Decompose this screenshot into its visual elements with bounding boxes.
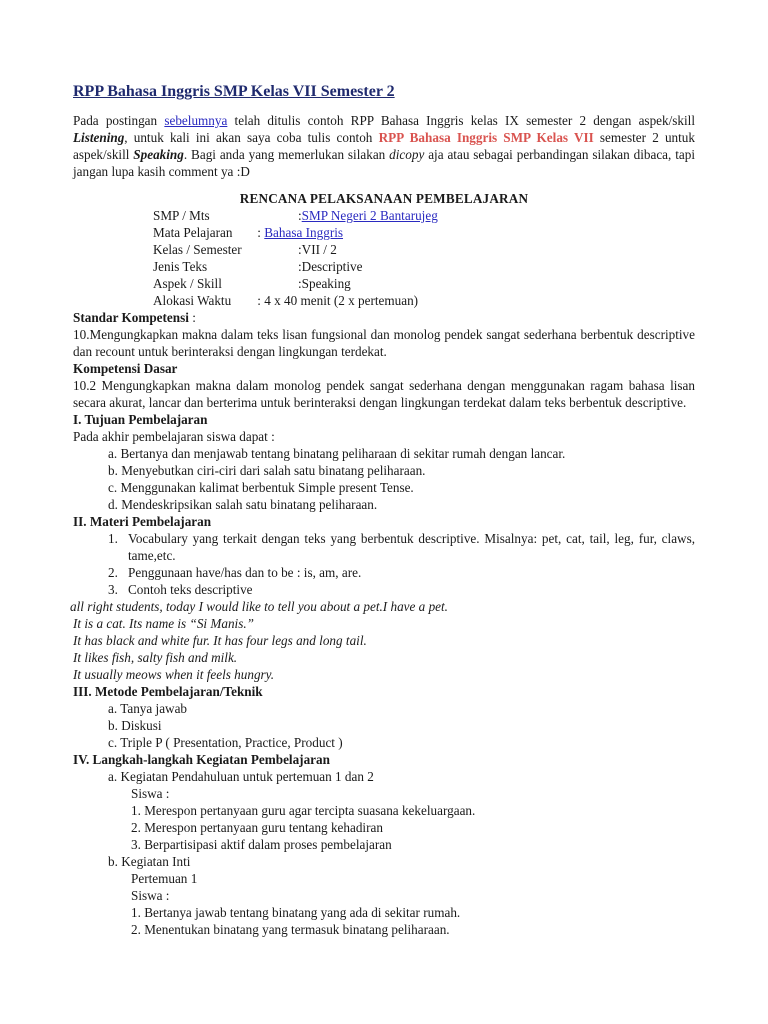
identity-key: Mata Pelajaran [153, 225, 233, 240]
example-line: It usually meows when it feels hungry. [73, 667, 275, 682]
intro-paragraph [73, 112, 695, 180]
siswa-label: Siswa : [131, 786, 170, 801]
list-item: 1. Bertanya jawab tentang binatang yang ada di sekitar rumah. [131, 905, 461, 920]
sebelumnya-link[interactable]: sebelumnya [164, 113, 228, 128]
sub-heading: b. Kegiatan Inti [108, 854, 191, 869]
list-item [73, 564, 695, 581]
sk-label: Standar Kompetensi [73, 310, 189, 325]
post-title[interactable]: RPP Bahasa Inggris SMP Kelas VII Semester 2 [73, 83, 395, 100]
identity-row [73, 258, 695, 275]
example-line: It likes fish, salty fish and milk. [73, 650, 238, 665]
item-text: Penggunaan have/has dan to be : is, am, are. [128, 565, 362, 580]
list-item: 3. Berpartisipasi aktif dalam proses pembelajaran [131, 837, 392, 852]
intro-text-3: , untuk kali ini akan saya coba tulis contoh [124, 130, 379, 145]
identity-value: Descriptive [301, 259, 363, 274]
identity-sep: : [254, 293, 265, 308]
identity-row [73, 207, 695, 224]
identity-sep: : [298, 242, 302, 257]
sub-heading: a. Kegiatan Pendahuluan untuk pertemuan 1 dan 2 [108, 769, 374, 784]
intro-text-1: Pada postingan [73, 113, 165, 128]
identity-value: Speaking [301, 276, 351, 291]
identity-row [73, 292, 695, 309]
item-text: Vocabulary yang terkait dengan teks yang berbentuk descriptive. Misalnya: pet, cat, tail, leg, fur, claws, tame,etc. [128, 531, 695, 563]
intro-text-2: telah ditulis contoh RPP Bahasa Inggris kelas IX semester 2 dengan aspek/skill [227, 113, 695, 128]
pertemuan-label: Pertemuan 1 [131, 871, 198, 886]
list-item [73, 581, 695, 598]
item-text: Contoh teks descriptive [128, 582, 253, 597]
rpp-heading: RENCANA PELAKSANAAN PEMBELAJARAN [239, 191, 529, 206]
item-number: 3. [108, 582, 118, 597]
list-item: b. Diskusi [108, 718, 162, 733]
identity-key: Jenis Teks [153, 259, 208, 274]
identity-value: VII / 2 [301, 242, 337, 257]
identity-key: SMP / Mts [153, 208, 210, 223]
intro-dicopy: dicopy [389, 147, 425, 162]
list-item: 2. Merespon pertanyaan guru tentang kehadiran [131, 820, 383, 835]
tujuan-lead: Pada akhir pembelajaran siswa dapat : [73, 429, 275, 444]
list-item [73, 530, 695, 564]
school-link[interactable]: SMP Negeri 2 Bantarujeg [301, 208, 438, 223]
intro-text-5: . Bagi anda yang memerlukan silakan [183, 147, 390, 162]
example-line: It has black and white fur. It has four legs and long tail. [73, 633, 367, 648]
list-item: b. Menyebutkan ciri-ciri dari salah satu binatang peliharaan. [108, 463, 426, 478]
tujuan-heading: I. Tujuan Pembelajaran [73, 412, 208, 427]
identity-sep: : [298, 259, 302, 274]
identity-sep: : [254, 225, 265, 240]
list-item: a. Tanya jawab [108, 701, 188, 716]
identity-key: Alokasi Waktu [153, 293, 232, 308]
intro-listening: Listening [73, 130, 125, 145]
identity-row [73, 224, 695, 241]
materi-heading: II. Materi Pembelajaran [73, 514, 212, 529]
sk-heading [73, 309, 695, 326]
example-line: It is a cat. Its name is “Si Manis.” [73, 616, 254, 631]
metode-heading: III. Metode Pembelajaran/Teknik [73, 684, 263, 699]
sk-colon: : [188, 310, 196, 325]
document-page [70, 82, 695, 938]
list-item: c. Triple P ( Presentation, Practice, Product ) [108, 735, 343, 750]
kd-heading: Kompetensi Dasar [73, 361, 178, 376]
list-item: d. Mendeskripsikan salah satu binatang peliharaan. [108, 497, 378, 512]
kd-text: 10.2 Mengungkapkan makna dalam monolog pendek sangat sederhana dengan menggunakan ragam bahasa lisan secara akurat, lancar dan berterima untuk berinteraksi dengan lingkungan terdekat dalam teks berbentuk descriptive. [73, 378, 695, 410]
list-item: a. Bertanya dan menjawab tentang binatang peliharaan di sekitar rumah dengan lancar. [108, 446, 566, 461]
intro-text-6: aja atau sebagai perbandingan silakan dibaca, tapi jangan lupa kasih comment ya :D [73, 147, 695, 179]
item-number: 2. [108, 565, 118, 580]
identity-value: 4 x 40 menit (2 x pertemuan) [264, 293, 419, 308]
sk-text: 10.Mengungkapkan makna dalam teks lisan fungsional dan monolog pendek sangat sederhana berbentuk descriptive dan recount untuk berinteraksi dengan lingkungan terdekat. [73, 327, 695, 359]
identity-key: Kelas / Semester [153, 242, 242, 257]
identity-table [73, 207, 695, 309]
example-line: all right students, today I would like to tell you about a pet.I have a pet. [70, 599, 448, 614]
intro-highlight: RPP Bahasa Inggris SMP Kelas VII [378, 130, 594, 145]
subject-link[interactable]: Bahasa Inggris [264, 225, 344, 240]
item-number: 1. [108, 531, 118, 546]
identity-row [73, 241, 695, 258]
list-item: 1. Merespon pertanyaan guru agar tercipta suasana kekeluargaan. [131, 803, 476, 818]
list-item: 2. Menentukan binatang yang termasuk binatang peliharaan. [131, 922, 450, 937]
intro-text-4: semester 2 untuk aspek/skill [73, 130, 695, 162]
identity-row [73, 275, 695, 292]
identity-sep: : [298, 276, 302, 291]
identity-key: Aspek / Skill [153, 276, 222, 291]
identity-sep: : [298, 208, 302, 223]
intro-speaking: Speaking [133, 147, 184, 162]
siswa-label: Siswa : [131, 888, 170, 903]
list-item: c. Menggunakan kalimat berbentuk Simple present Tense. [108, 480, 414, 495]
langkah-heading: IV. Langkah-langkah Kegiatan Pembelajaran [73, 752, 330, 767]
